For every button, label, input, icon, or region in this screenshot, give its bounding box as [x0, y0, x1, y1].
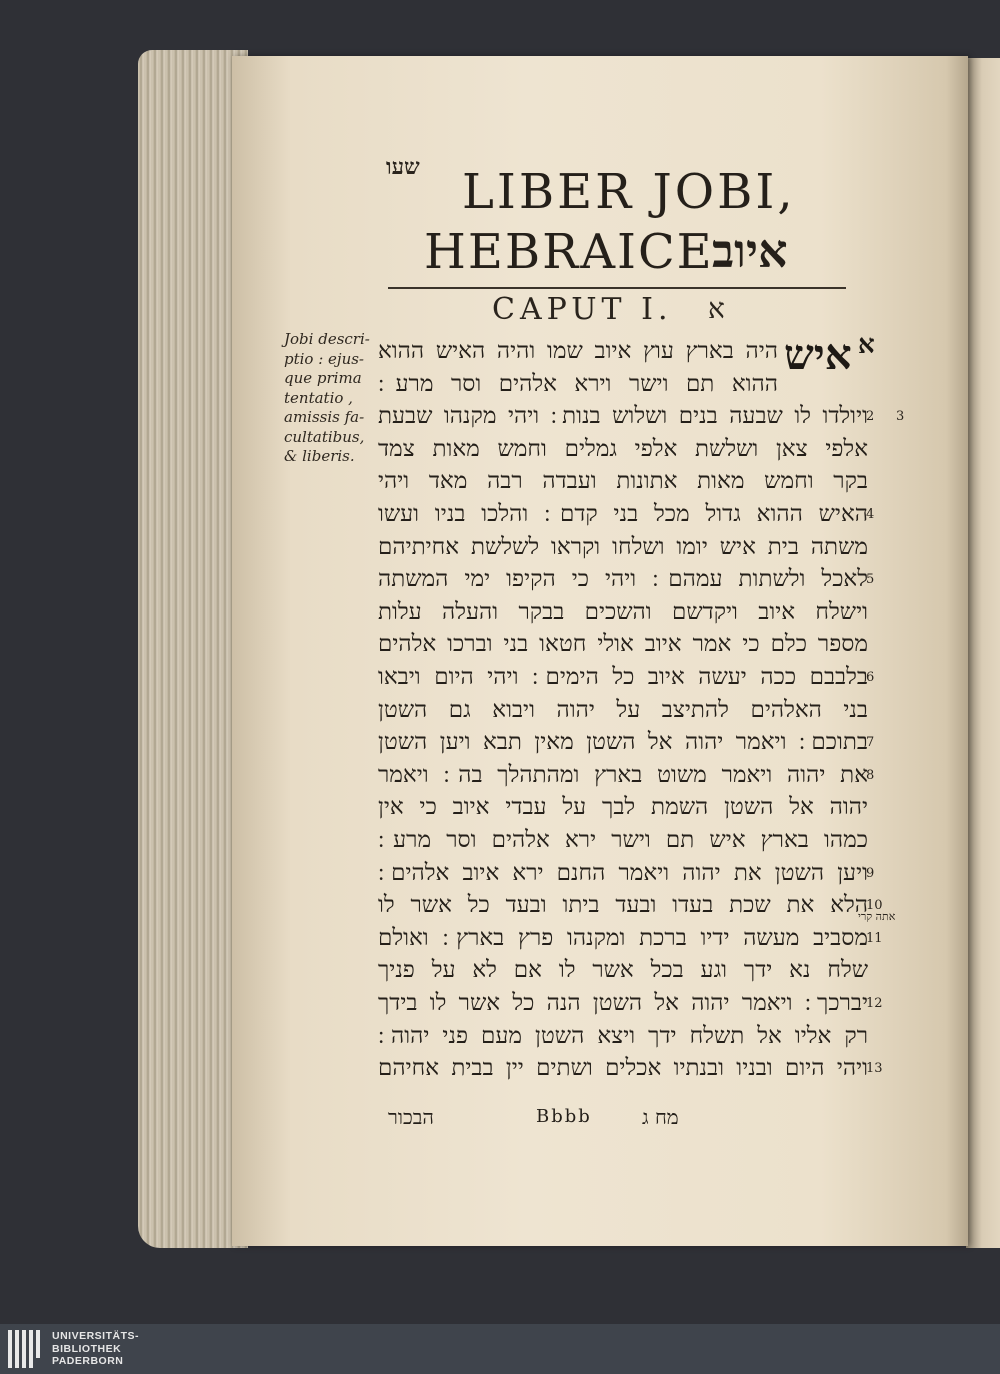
text-line: בקר וחמש מאות אתונות ועבדה רבה מאד ויהי: [378, 468, 868, 495]
verse-number: 11: [866, 930, 883, 946]
marginal-qere: אתה קרי: [858, 910, 896, 923]
verse-number: 6: [866, 670, 875, 685]
text-line: את יהוה ויאמר משוט בארץ ומהתהלך בה ׃ ויאמר: [378, 761, 868, 788]
text-line: לאכל ולשתות עמהם ׃ ויהי כי הקיפו ימי המשתה: [378, 566, 868, 593]
running-head: שעו: [386, 154, 420, 180]
library-footer: [0, 1324, 1000, 1374]
title-line-1: LIBER JOBI,: [462, 164, 796, 220]
text-line: בני האלהים להתיצב על יהוה ויבוא גם השטן: [378, 696, 868, 723]
margin-note-line: ptio : ejus-: [284, 349, 365, 368]
margin-note: [284, 330, 384, 467]
margin-note-line: tentatio ,: [284, 388, 353, 407]
verse-number: 7: [866, 735, 875, 751]
text-line: מסביב מעשה ידיו ברכת ומקנהו פרץ בארץ ׃ ואולם: [378, 924, 868, 951]
text-line: בלבבם ככה יעשה איוב כל הימים ׃ ויהי היום ויבאו: [378, 664, 868, 690]
text-line: שלח נא ידך וגע בכל אשר לו אם לא על פניך: [378, 957, 868, 984]
library-name-line: BIBLIOTHEK: [52, 1342, 122, 1355]
text-line: כמהו בארץ איש תם וישר ירא אלהים וסר מרע ׃: [378, 827, 868, 853]
margin-note-line: Jobi descri-: [284, 330, 370, 348]
verse-number: 13: [866, 1061, 883, 1077]
verse-number: 4: [866, 507, 875, 522]
text-line: ויען השטן את יהוה ויאמר החנם ירא איוב אלהים ׃: [378, 859, 868, 886]
signature-mark: Bbbb: [536, 1106, 592, 1127]
library-logo-icon: [8, 1330, 44, 1368]
verse-number: 3: [896, 409, 905, 425]
chapter-letter: א: [858, 330, 875, 360]
text-line: אלפי צאן ושלשת אלפי גמלים וחמש מאות צמד: [378, 435, 868, 462]
verse-number: 10: [866, 898, 883, 914]
opening-word: איש: [784, 330, 852, 379]
text-line: יברכך ׃ ויאמר יהוה אל השטן הנה כל אשר לו בידך: [378, 990, 868, 1016]
text-line: רק אליו אל תשלח ידך ויצא השטן מעם פני יהוה ׃: [378, 1022, 868, 1049]
text-line: האיש ההוא גדול מכל בני קדם ׃ והלכו בניו ועשו: [378, 501, 868, 527]
verse-number: 2: [866, 409, 875, 425]
library-name: [52, 1330, 139, 1368]
verse-number: 12: [866, 996, 883, 1011]
chapter-heading-hebrew: א: [708, 292, 725, 325]
title-rule: [388, 287, 846, 289]
library-name-line: PADERBORN: [52, 1355, 124, 1367]
text-line: וישלח איוב ויקדשם והשכים בבקר והעלה עלות: [378, 598, 868, 625]
text-line: ויולדו לו שבעה בנים ושלוש בנות ׃ ויהי מקנהו שבעת: [378, 403, 868, 430]
facing-page-edge: [966, 58, 1000, 1248]
text-line: הלא את שכת בעדו ובעד ביתו ובעד כל אשר לו: [378, 892, 868, 919]
verse-number: 5: [866, 572, 875, 588]
catchword-left: הבכור: [388, 1105, 434, 1129]
library-name-line: UNIVERSITÄTS-: [52, 1330, 140, 1342]
margin-note-line: cultatibus,: [284, 427, 365, 446]
text-line: משתה בית איש יומו ושלחו וקראו לשלשת אחיתיהם: [378, 533, 868, 560]
catchword-right: מח ג: [642, 1105, 679, 1129]
verse-number: 9: [866, 865, 875, 881]
text-line: יהוה אל השטן השמת לבך על עבדי איוב כי אין: [378, 794, 868, 821]
verse-number: 8: [866, 767, 875, 783]
margin-note-line: amissis fa-: [284, 408, 365, 426]
text-line: מספר כלם כי אמר איוב אולי חטאו בני וברכו אלהים: [378, 631, 868, 658]
text-line: ויהי היום ובניו ובנתיו אכלים ושתים יין בבית אחיהם: [378, 1055, 868, 1082]
text-line: בתוכם ׃ ויאמר יהוה אל השטן מאין תבא ויען השטן: [378, 729, 868, 756]
title-hebrew: איוב: [712, 224, 788, 278]
text-line: ההוא תם וישר וירא אלהים וסר מרע ׃: [378, 370, 778, 397]
text-line: היה בארץ עוץ איוב שמו והיה האיש ההוא: [378, 338, 778, 364]
title-line-2: HEBRAICE: [424, 224, 714, 280]
margin-note-line: & liberis.: [284, 447, 355, 465]
chapter-heading: CAPUT I.: [492, 292, 673, 327]
margin-note-line: que prima: [284, 369, 362, 387]
